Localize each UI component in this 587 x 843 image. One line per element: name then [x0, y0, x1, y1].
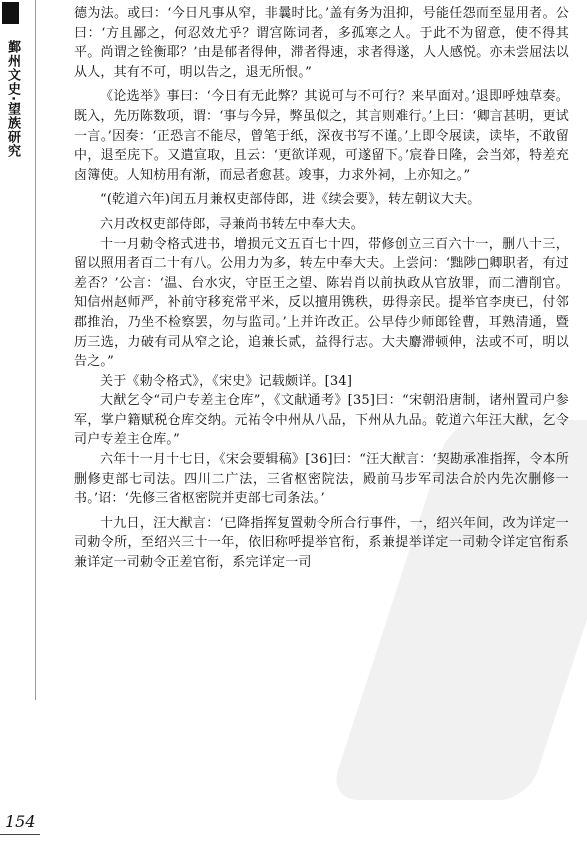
paragraph: 关于《勅令格式》，《宋史》记载颇详。[34]	[100, 373, 353, 389]
page-number: 154	[5, 812, 36, 831]
page-body	[74, 4, 569, 573]
paragraph: “(乾道六年)闰五月兼权吏部侍郎，进《续会要》，转左朝议大夫。	[100, 192, 481, 208]
paragraph: 《论选举》事曰：‘今日有无此弊？其说可与不可行？来早面对。’退即呼烛草奏。既入，先历陈数项，谓：‘事与今异，弊虽似之，其言则难行。’上曰：‘卿言甚明，更试一言。’因奏：‘正恐言不能尽，曾笔于纸，深夜书写不谨。’上即令展读，读毕，不敢留中，退至庑下。又遣宣取，且云：‘更欲详观，可遂留下。’宸眷日隆，会当郊，特差充卤簿使。人知枋用有渐，而忌者愈甚。竣事，力求外祠，上亦知之。”	[74, 89, 569, 183]
paragraph: 六年十一月十七日，《宋会要辑稿》[36]曰：“汪大猷言：‘契勘承准指挥，令本所删修吏部七司法。四川二广法，三省枢密院法，殿前马步军司法合於内先次删修一书。’诏：‘先修三省枢密院并吏部七司条法。’	[74, 452, 569, 507]
footer-rule	[0, 834, 40, 835]
paragraph: 十九日，汪大猷言：‘已降指挥复置勅令所合行事件，一，绍兴年间，改为详定一司勅令所，至绍兴三十一年，依旧称呼提举官衔，系兼提举详定一司勅令详定官衔系兼详定一司勅令正差官衔，系完详定一司	[74, 515, 569, 571]
paragraph-continuation: 德为法。或曰：‘今日凡事从窄，非曩时比。’盖有务为沮抑，号能任怨而至显用者。公曰：‘方且鄙之，何忍效尤乎？谓宫陈词者，多孤寒之人。于此不为留意，使不得其平。尚谓之铨衡耶？’由是郁者得伸，滞者得速，求者得遂，人人感悦。亦未尝屈法以从人，其有不可，明以告之，退无所恨。”	[74, 6, 569, 80]
sidebar-block	[2, 2, 19, 24]
running-header-title: 鄞州文史·望族研究	[5, 40, 20, 158]
paragraph: 六月改权吏部侍郎，寻兼尚书转左中奉大夫。	[100, 216, 365, 232]
sidebar-divider	[35, 0, 36, 700]
paragraph: 十一月勅令格式进书，增损元文五百七十四，带修创立三百六十一，删八十三，留以照用者百二十有八。公用力为多，转左中奉大夫。上尝问：‘黜陟□卿职者，有过差否？’公言：‘温、台水灾，守臣王之望、陈岩肖以前执政从官放罪，而二漕削官。知信州赵师严，补前守移兖常平米，反以擅用镌秩，毋得亲民。提举官李庚已，付邻郡推治，乃坐不检察罢，勿与监司。’上并许改正。公早侍少师郎铨曹，耳熟清通，暨历三选，力破有司从窄之论，追兼长贰，益得行志。大夫麝滞顿伸，法或不可，明以告之。”	[74, 236, 569, 370]
paragraph: 大猷乞令“司户专差主仓库”，《文献通考》[35]曰：“宋朝沿唐制，诸州置司户参军，掌户籍赋税仓库交纳。元祐令中州从八品，下州从九品。乾道六年汪大猷，乞令司户专差主仓库。”	[74, 393, 569, 448]
